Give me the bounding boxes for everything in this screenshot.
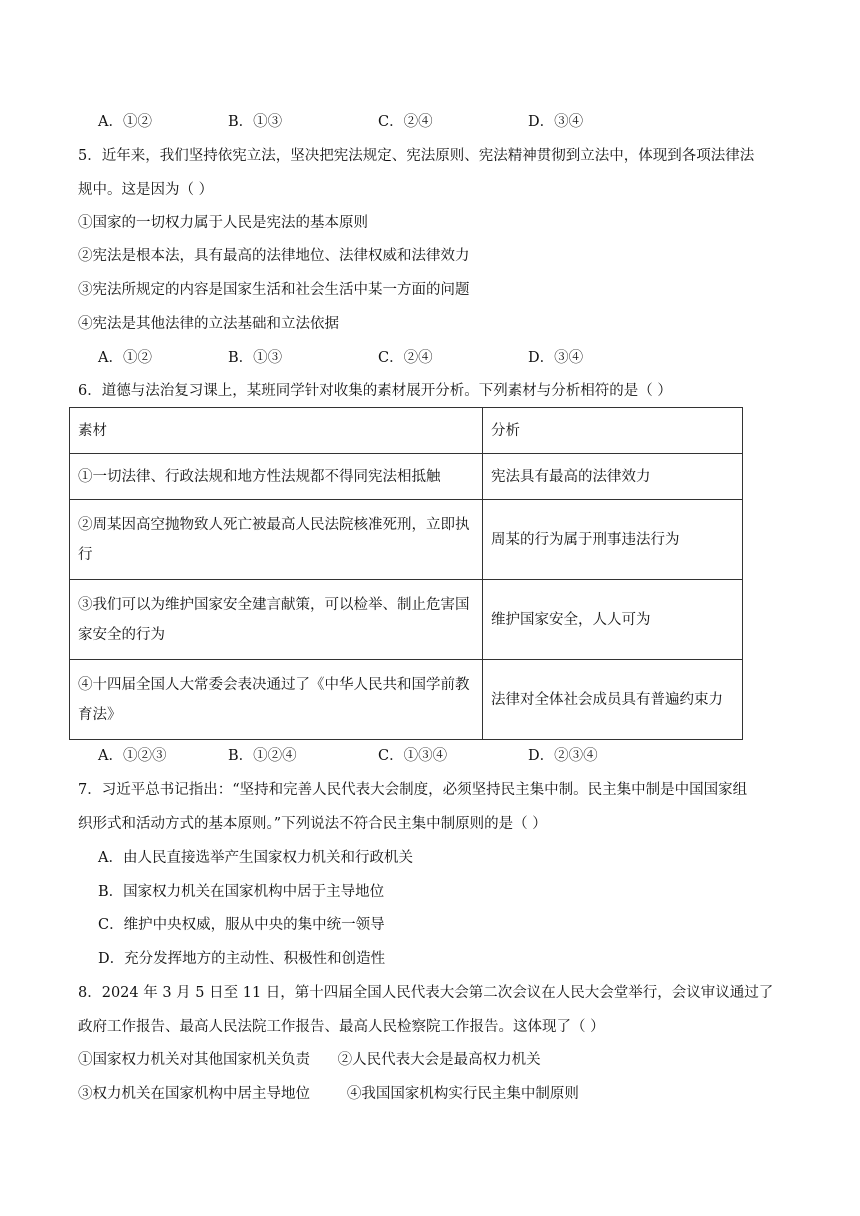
q8-statements-line2: ③权力机关在国家机构中居主导地位 ④我国国家机构实行民主集中制原则 — [78, 1086, 579, 1102]
table-header-cell: 素材 — [70, 408, 483, 454]
q6-stem: 6．道德与法治复习课上，某班同学针对收集的素材展开分析。下列素材与分析相符的是（ ） — [78, 383, 672, 399]
q6-option-a[interactable]: A．①②③ — [98, 748, 167, 764]
table-cell-analysis: 维护国家安全，人人可为 — [483, 580, 743, 660]
table-cell-material: ③我们可以为维护国家安全建言献策，可以检举、制止危害国家安全的行为 — [70, 580, 483, 660]
table-cell-material: ①一切法律、行政法规和地方性法规都不得同宪法相抵触 — [70, 454, 483, 500]
q5-statement-2: ②宪法是根本法，具有最高的法律地位、法律权威和法律效力 — [78, 248, 470, 264]
q5-statement-3: ③宪法所规定的内容是国家生活和社会生活中某一方面的问题 — [78, 282, 470, 298]
q7-option-d[interactable]: D．充分发挥地方的主动性、积极性和创造性 — [98, 951, 386, 967]
table-cell-analysis: 周某的行为属于刑事违法行为 — [483, 500, 743, 580]
q4-option-d[interactable]: D．③④ — [528, 114, 584, 130]
q5-option-d[interactable]: D．③④ — [528, 350, 584, 366]
table-cell-material: ④十四届全国人大常委会表决通过了《中华人民共和国学前教育法》 — [70, 660, 483, 740]
q6-options — [98, 746, 798, 766]
q5-option-b[interactable]: B．①③ — [228, 350, 283, 366]
q5-option-c[interactable]: C．②④ — [378, 350, 433, 366]
q4-option-a[interactable]: A．①② — [98, 114, 152, 130]
q4-option-c[interactable]: C．②④ — [378, 114, 433, 130]
table-row — [70, 660, 743, 740]
q7-option-b[interactable]: B．国家权力机关在国家机构中居于主导地位 — [98, 884, 385, 900]
table-header-row — [70, 408, 743, 454]
table-row — [70, 454, 743, 500]
q6-option-d[interactable]: D．②③④ — [528, 748, 598, 764]
q5-option-a[interactable]: A．①② — [98, 350, 152, 366]
q6-table — [69, 407, 743, 740]
q5-options — [98, 348, 798, 368]
table-row — [70, 580, 743, 660]
q4-option-b[interactable]: B．①③ — [228, 114, 283, 130]
q5-stem-line1: 5．近年来，我们坚持依宪立法，坚决把宪法规定、宪法原则、宪法精神贯彻到立法中，体现到各项法律法 — [78, 148, 755, 164]
q5-stem-line2: 规中。这是因为（ ） — [78, 182, 214, 198]
q6-option-c[interactable]: C．①③④ — [378, 748, 448, 764]
q8-stem-line2: 政府工作报告、最高人民法院工作报告、最高人民检察院工作报告。这体现了（ ） — [78, 1019, 605, 1035]
q8-statements-line1: ①国家权力机关对其他国家机关负责 ②人民代表大会是最高权力机关 — [78, 1052, 541, 1068]
table-header-cell: 分析 — [483, 408, 743, 454]
q7-stem-line2: 织形式和活动方式的基本原则。”下列说法不符合民主集中制原则的是（ ） — [78, 816, 547, 832]
q4-options — [98, 112, 798, 132]
q5-statement-1: ①国家的一切权力属于人民是宪法的基本原则 — [78, 215, 368, 231]
q6-option-b[interactable]: B．①②④ — [228, 748, 297, 764]
q7-option-a[interactable]: A．由人民直接选举产生国家权力机关和行政机关 — [98, 850, 413, 866]
q8-stem-line1: 8．2024 年 3 月 5 日至 11 日，第十四届全国人民代表大会第二次会议在人民大会堂举行，会议审议通过了 — [78, 985, 774, 1001]
q5-statement-4: ④宪法是其他法律的立法基础和立法依据 — [78, 316, 339, 332]
q7-stem-line1: 7．习近平总书记指出：“坚持和完善人民代表大会制度，必须坚持民主集中制。民主集中制是中国国家组 — [78, 782, 748, 798]
table-cell-analysis: 法律对全体社会成员具有普遍约束力 — [483, 660, 743, 740]
table-cell-analysis: 宪法具有最高的法律效力 — [483, 454, 743, 500]
table-row — [70, 500, 743, 580]
q7-option-c[interactable]: C．维护中央权威，服从中央的集中统一领导 — [98, 917, 385, 933]
table-cell-material: ②周某因高空抛物致人死亡被最高人民法院核准死刑，立即执行 — [70, 500, 483, 580]
